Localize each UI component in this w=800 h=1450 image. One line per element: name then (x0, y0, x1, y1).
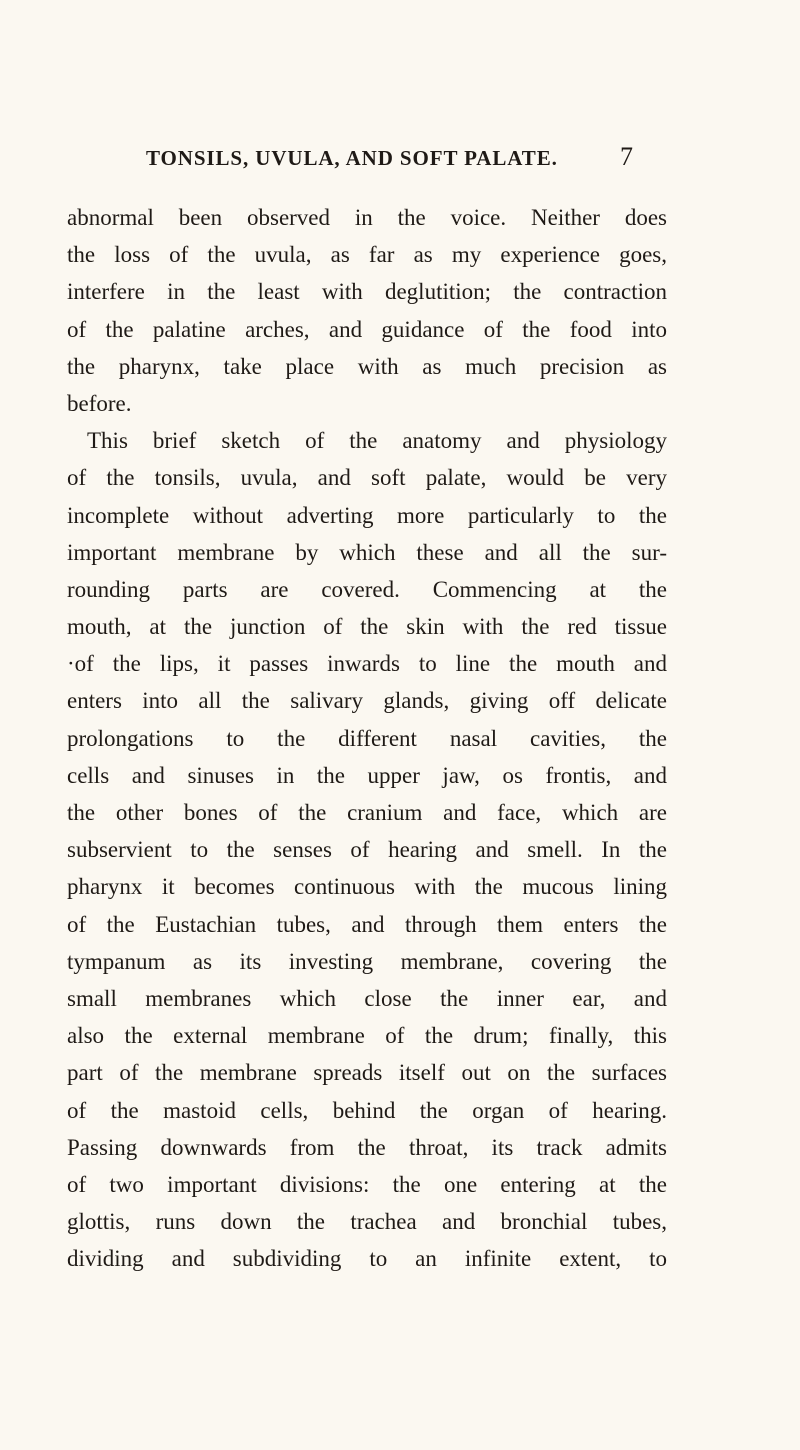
text-line: of the mastoid cells, behind the organ of hearing. (67, 1097, 667, 1123)
text-line: mouth, at the junction of the skin with the red tissue (67, 614, 667, 640)
text-line: abnormal been observed in the voice. Neither does (67, 205, 667, 230)
running-title: TONSILS, UVULA, AND SOFT PALATE. (146, 146, 558, 170)
text-line: ·of the lips, it passes inwards to line the mouth and (67, 651, 667, 677)
running-head (0, 142, 800, 176)
body-text (67, 199, 667, 1277)
text-line: prolongations to the different nasal cavities, the (67, 725, 667, 751)
text-line: of the tonsils, uvula, and soft palate, would be very (67, 465, 667, 491)
text-line: of the palatine arches, and guidance of the food into (67, 316, 667, 342)
text-line: Passing downwards from the throat, its track admits (67, 1134, 667, 1160)
text-line: rounding parts are covered. Commencing at the (67, 576, 667, 602)
text-line: This brief sketch of the anatomy and physiology (87, 428, 667, 454)
text-line: important membrane by which these and all the sur- (67, 539, 667, 565)
text-line: cells and sinuses in the upper jaw, os frontis, and (67, 762, 667, 788)
text-line: the loss of the uvula, as far as my experience goes, (67, 242, 667, 268)
text-line: interfere in the least with deglutition; the contraction (67, 279, 667, 305)
page-number: 7 (620, 142, 633, 171)
text-line: before. (67, 390, 132, 416)
text-line: small membranes which close the inner ear, and (67, 985, 667, 1011)
text-line: part of the membrane spreads itself out on the surfaces (67, 1060, 667, 1086)
text-line: the other bones of the cranium and face, which are (67, 800, 667, 825)
text-line: glottis, runs down the trachea and bronchial tubes, (67, 1209, 667, 1235)
text-line: subservient to the senses of hearing and smell. In the (67, 837, 667, 863)
text-line: also the external membrane of the drum; finally, this (67, 1023, 667, 1049)
text-line: of the Eustachian tubes, and through them enters the (67, 911, 667, 937)
text-line: tympanum as its investing membrane, covering the (67, 948, 667, 974)
text-line: pharynx it becomes continuous with the mucous lining (67, 874, 667, 900)
text-line: enters into all the salivary glands, giving off delicate (67, 688, 667, 714)
text-line: incomplete without adverting more particularly to the (67, 502, 667, 528)
text-line: the pharynx, take place with as much precision as (67, 353, 667, 379)
text-line: of two important divisions: the one entering at the (67, 1171, 667, 1197)
text-line: dividing and subdividing to an infinite extent, to (67, 1246, 667, 1272)
